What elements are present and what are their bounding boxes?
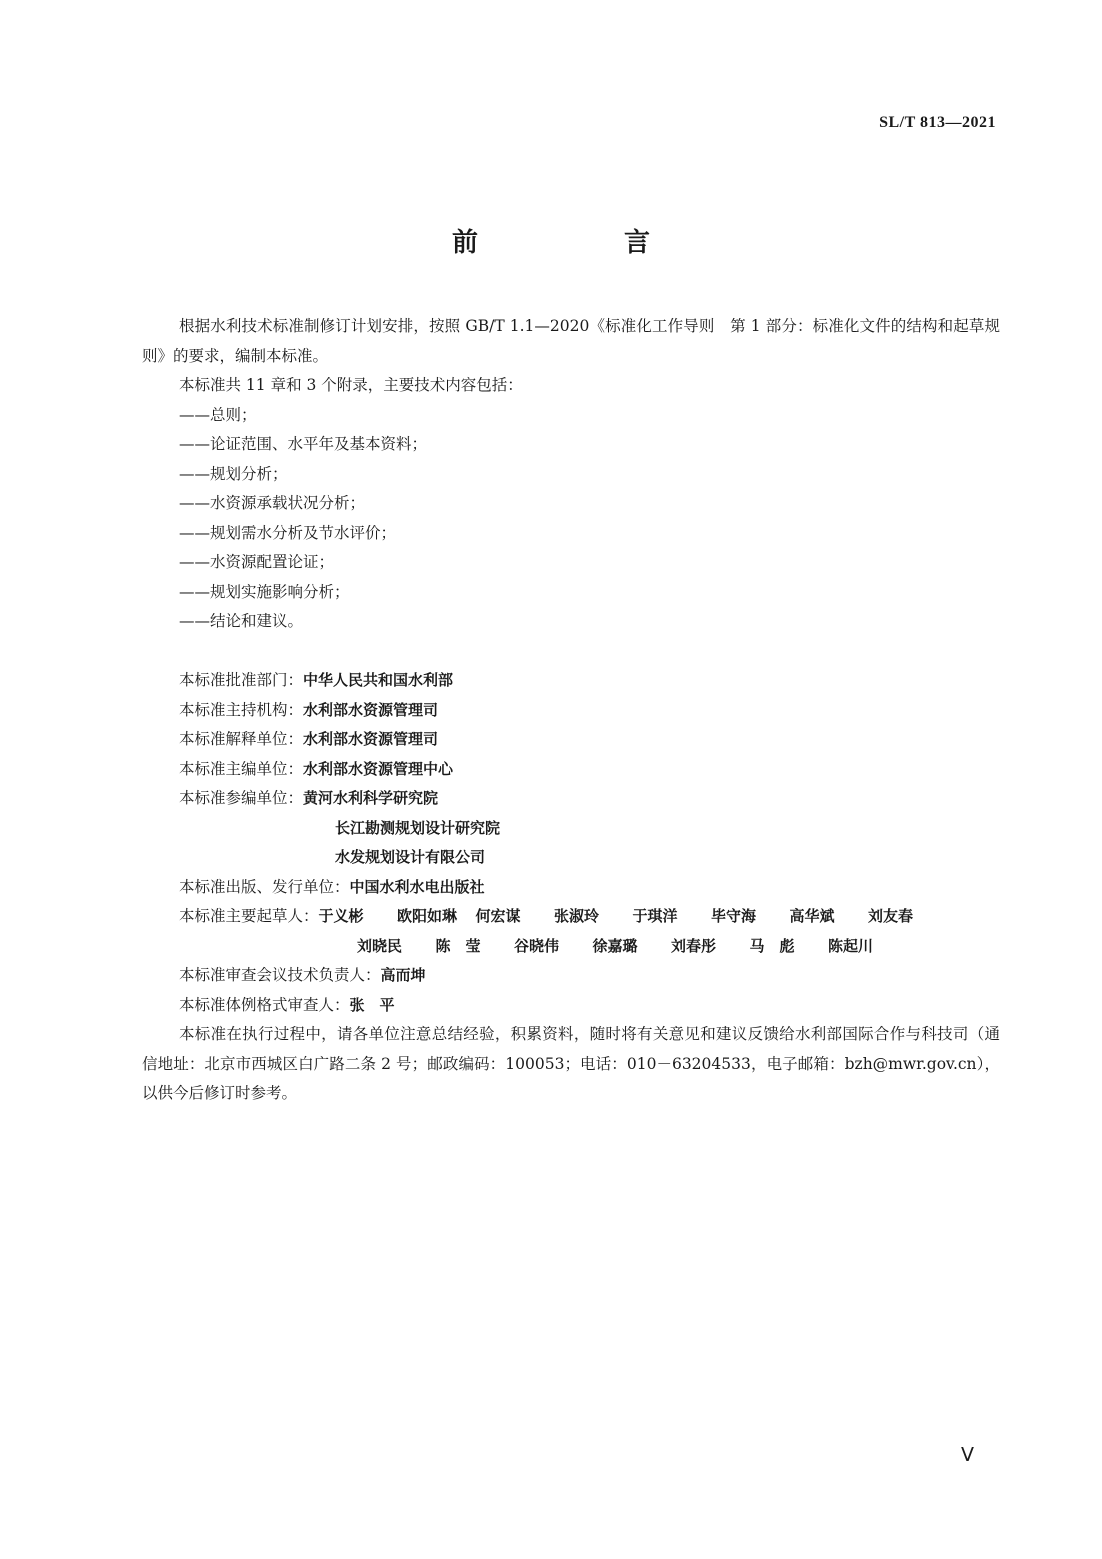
host-value: 水利部水资源管理司 [303,700,439,719]
drafter-name: 刘春彤 [671,936,717,955]
participating-value: 水发规划设计有限公司 [335,848,486,866]
participating-line [179,784,1000,814]
drafters-row2-line [142,932,1000,962]
drafter-name: 欧阳如琳 [397,907,458,925]
participating-value: 长江勘测规划设计研究院 [335,818,501,837]
list-item: ——水资源承载状况分析； [179,494,366,512]
drafter-name: 陈 莹 [435,936,481,955]
feedback-paragraph: 本标准在执行过程中，请各单位注意总结经验，积累资料，随时将有关意见和建议反馈给水利部国际合作与科技司（通信地址：北京市西城区白广路二条 2 号；邮政编码：100053；电话：010－63204533，电子邮箱：bzh@mwr.gov.cn），以供今后修订时参考。 [142,1025,1000,1102]
review-line [179,961,1000,991]
interpret-line [179,725,1000,755]
publisher-value: 中国水利水电出版社 [349,877,485,896]
intro-paragraph: 根据水利技术标准制修订计划安排，按照 GB/T 1.1—2020《标准化工作导则 第 1 部分：标准化文件的结构和起草规则》的要求，编制本标准。 [142,317,1000,365]
publisher-line [179,873,1000,903]
drafters-line [179,902,1000,932]
list-item: ——结论和建议。 [179,612,304,630]
list-item: ——论证范围、水平年及基本资料； [179,435,428,453]
list-item: ——规划实施影响分析； [179,582,350,601]
page-title: 前 言 [451,228,710,258]
format-line [179,991,1000,1021]
drafter-name: 刘晓民 [357,936,403,955]
interpret-label: 本标准解释单位： [179,730,304,748]
contents-intro: 本标准共 11 章和 3 个附录，主要技术内容包括： [179,376,523,394]
document-body [142,312,1000,1109]
approval-value: 中华人民共和国水利部 [303,671,454,689]
host-label: 本标准主持机构： [179,700,304,719]
chief-editor-value: 水利部水资源管理中心 [303,759,454,778]
review-value: 高而坤 [380,966,426,984]
drafter-name: 张淑玲 [554,907,600,925]
contents-list [142,401,1000,637]
drafters-row1 [319,902,947,932]
participating-value: 黄河水利科学研究院 [303,789,439,807]
drafter-name: 高华斌 [789,907,835,925]
standard-info [142,666,1000,1020]
list-item: ——总则； [179,405,257,424]
drafter-name: 马 彪 [749,936,795,955]
participating-label: 本标准参编单位： [179,789,304,807]
drafter-name: 陈起川 [828,936,874,955]
drafter-name: 毕守海 [711,907,757,925]
chief-editor-line [179,755,1000,785]
format-label: 本标准体例格式审查人： [179,995,350,1014]
standard-code: SL/T 813—2021 [879,114,996,131]
drafter-name: 谷晓伟 [514,936,560,955]
drafter-name: 何宏谋 [475,907,521,925]
drafter-name: 于义彬 [318,907,364,925]
approval-label: 本标准批准部门： [179,671,304,689]
drafters-row2 [357,932,985,962]
drafter-name: 于琪洋 [632,907,678,925]
review-label: 本标准审查会议技术负责人： [179,966,381,984]
approval-line [179,666,1000,696]
list-item: ——水资源配置论证； [179,553,335,571]
publisher-label: 本标准出版、发行单位： [179,877,350,896]
drafter-name: 徐嘉璐 [592,936,638,955]
list-item: ——规划分析； [179,464,288,483]
interpret-value: 水利部水资源管理司 [303,730,439,748]
list-item: ——规划需水分析及节水评价； [179,523,397,542]
chief-editor-label: 本标准主编单位： [179,759,304,778]
drafter-name: 刘友春 [868,907,914,925]
host-line [179,696,1000,726]
format-value: 张 平 [349,995,395,1014]
page-number: Ⅴ [961,1445,974,1466]
drafters-label: 本标准主要起草人： [179,907,319,925]
